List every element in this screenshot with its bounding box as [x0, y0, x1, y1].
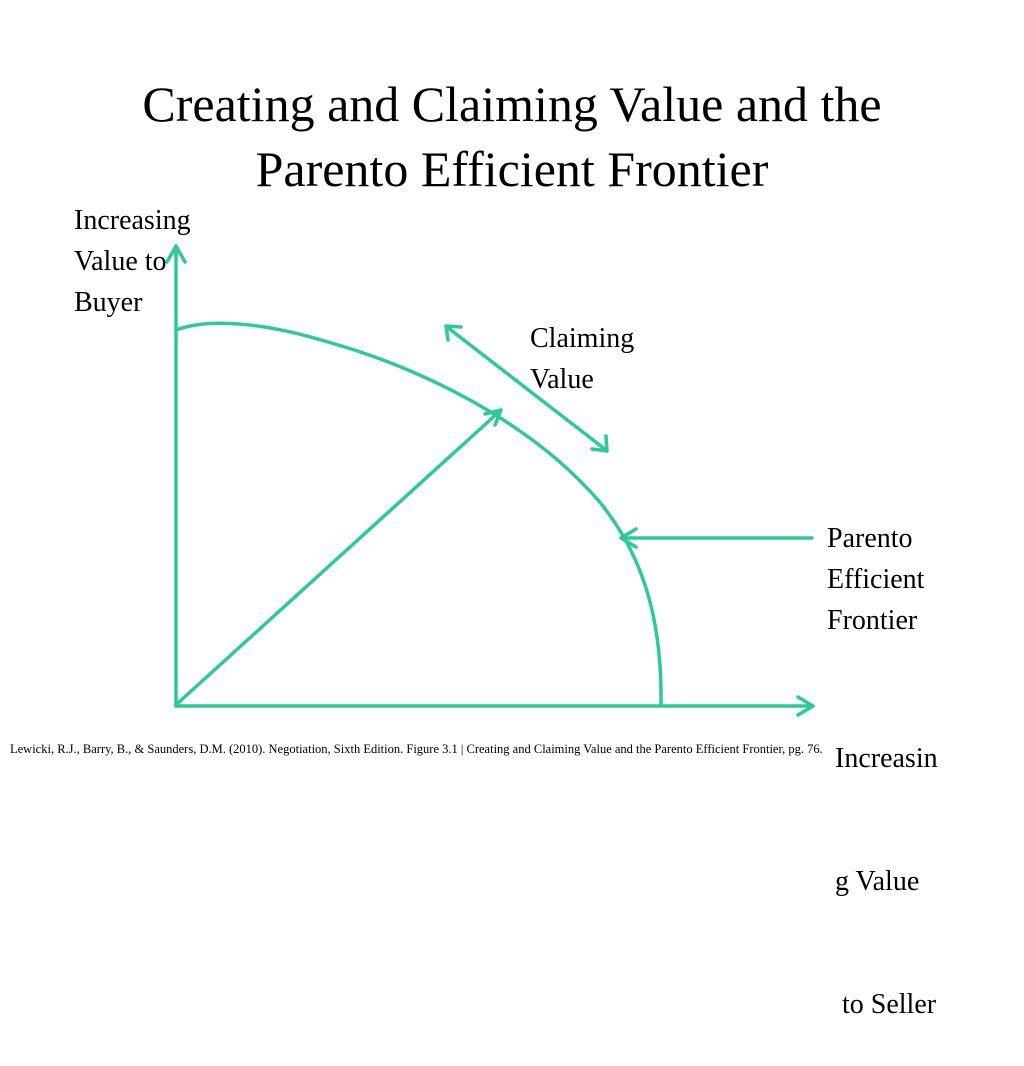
diagram-lines — [167, 246, 813, 715]
y-axis-label-line-2: Value to — [74, 246, 167, 277]
x-axis-label-line-1: Increasin — [835, 743, 938, 774]
frontier-label-line-3: Frontier — [827, 605, 918, 636]
claiming-value-label-line-2: Value — [530, 364, 594, 395]
slide-title-line-2: Parento Efficient Frontier — [255, 141, 769, 197]
claiming-value-label-line-1: Claiming — [530, 323, 635, 354]
x-axis-label-line-3: to Seller — [835, 989, 937, 1020]
x-axis-label — [835, 656, 938, 1066]
claiming-value-label — [530, 318, 634, 400]
value-creation-arrow — [178, 411, 500, 703]
slide-title-line-1: Creating and Claiming Value and the — [142, 76, 882, 132]
y-axis-label-line-1: Increasing — [74, 205, 191, 236]
y-axis-label — [74, 200, 191, 323]
frontier-label-line-1: Parento — [827, 523, 913, 554]
frontier-label — [827, 518, 924, 641]
x-axis-label-line-2: g Value — [835, 866, 920, 897]
y-axis-label-line-3: Buyer — [74, 287, 143, 318]
citation-footer: Lewicki, R.J., Barry, B., & Saunders, D.M. (2010). Negotiation, Sixth Edition. Figure 3.1 | Creating and Claiming Value and the Parento Efficient Frontier, pg. 76. — [10, 742, 823, 756]
frontier-label-line-2: Efficient — [827, 564, 925, 595]
